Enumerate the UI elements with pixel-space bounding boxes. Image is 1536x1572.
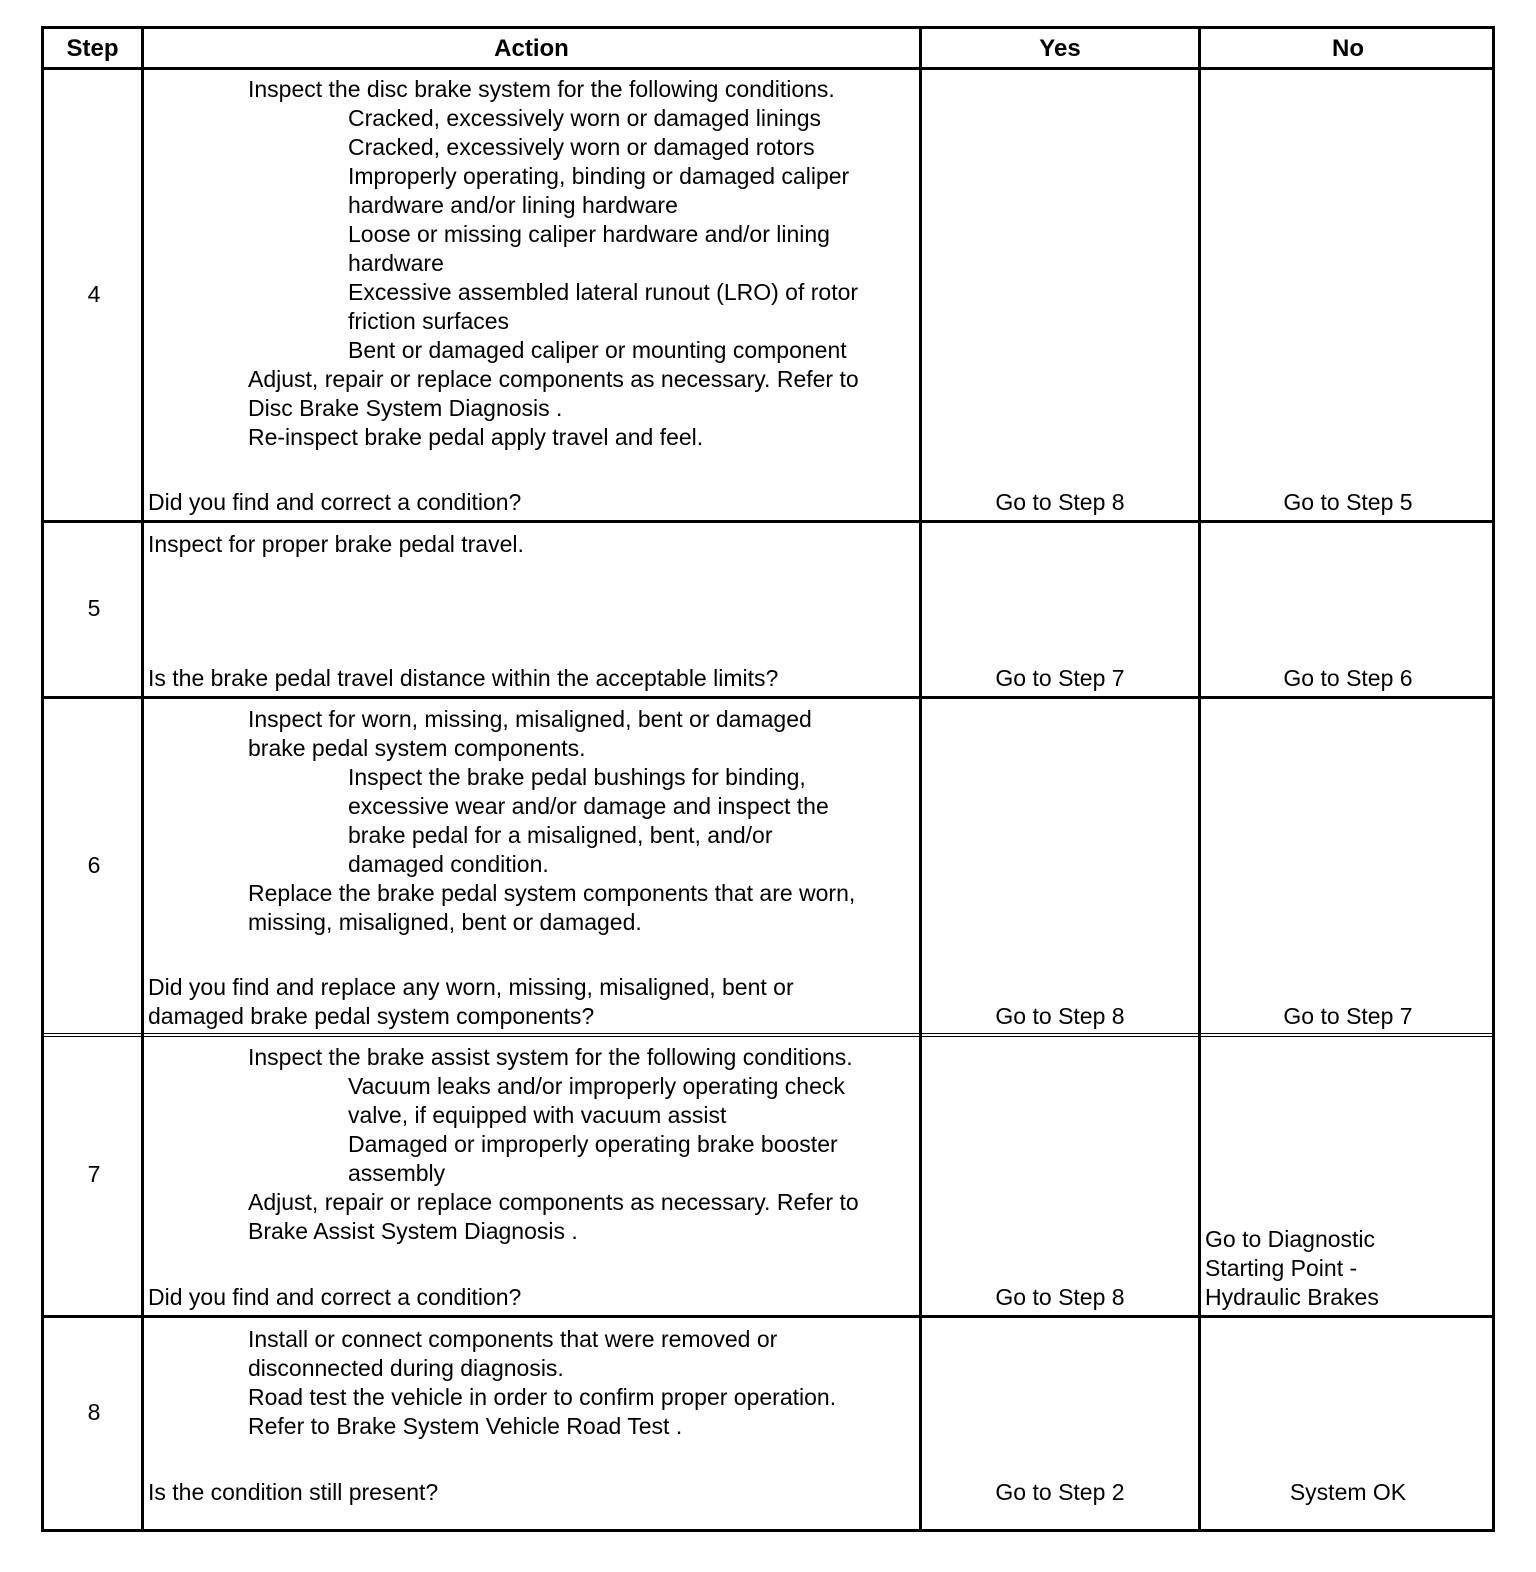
- action-line: Inspect the brake assist system for the following conditions.: [248, 1044, 853, 1070]
- no-result: Go to Step 5: [1283, 489, 1413, 515]
- column-divider: [1198, 29, 1201, 1529]
- question: Is the condition still present?: [148, 1479, 439, 1505]
- yes-result: Go to Step 8: [995, 489, 1125, 515]
- no-result: Hydraulic Brakes: [1205, 1284, 1379, 1310]
- action-line: Loose or missing caliper hardware and/or lining: [348, 221, 830, 247]
- question: Did you find and replace any worn, missing, misaligned, bent or: [148, 974, 794, 1000]
- step-number: 8: [87, 1399, 101, 1425]
- step-number: 4: [87, 281, 101, 307]
- step-number: 6: [87, 852, 101, 878]
- row-divider: [44, 1033, 1492, 1037]
- action-line: Inspect for proper brake pedal travel.: [148, 531, 524, 557]
- action-line: disconnected during diagnosis.: [248, 1355, 564, 1381]
- action-line: friction surfaces: [348, 308, 510, 334]
- action-line: Adjust, repair or replace components as necessary. Refer to: [248, 1189, 859, 1215]
- action-line: assembly: [348, 1160, 446, 1186]
- action-line: brake pedal system components.: [248, 735, 586, 761]
- no-result: Go to Step 7: [1283, 1003, 1413, 1029]
- step-number: 7: [87, 1161, 101, 1187]
- question: Did you find and correct a condition?: [148, 489, 522, 515]
- row-divider: [44, 520, 1492, 523]
- yes-result: Go to Step 7: [995, 665, 1125, 691]
- action-line: Cracked, excessively worn or damaged rotors: [348, 134, 815, 160]
- action-line: Disc Brake System Diagnosis .: [248, 395, 563, 421]
- action-line: Brake Assist System Diagnosis .: [248, 1218, 578, 1244]
- row-divider: [44, 696, 1492, 699]
- no-result: Go to Diagnostic: [1205, 1226, 1376, 1252]
- action-line: Bent or damaged caliper or mounting component: [348, 337, 847, 363]
- action-line: Road test the vehicle in order to confirm proper operation.: [248, 1384, 837, 1410]
- header-no: No: [1332, 35, 1364, 62]
- question: Did you find and correct a condition?: [148, 1284, 522, 1310]
- step-number: 5: [87, 595, 101, 621]
- action-line: missing, misaligned, bent or damaged.: [248, 909, 642, 935]
- action-line: Replace the brake pedal system components that are worn,: [248, 880, 856, 906]
- action-line: Vacuum leaks and/or improperly operating check: [348, 1073, 845, 1099]
- no-result: System OK: [1289, 1479, 1407, 1505]
- action-line: Install or connect components that were removed or: [248, 1326, 778, 1352]
- no-result: Go to Step 6: [1283, 665, 1413, 691]
- header-action: Action: [494, 35, 569, 62]
- header-step: Step: [66, 35, 119, 62]
- question: Is the brake pedal travel distance within the acceptable limits?: [148, 665, 779, 691]
- action-line: Adjust, repair or replace components as necessary. Refer to: [248, 366, 859, 392]
- action-line: hardware: [348, 250, 444, 276]
- action-line: damaged condition.: [348, 851, 549, 877]
- header-yes: Yes: [1039, 35, 1081, 62]
- action-line: excessive wear and/or damage and inspect the: [348, 793, 829, 819]
- action-line: Refer to Brake System Vehicle Road Test .: [248, 1413, 683, 1439]
- action-line: Re-inspect brake pedal apply travel and feel.: [248, 424, 704, 450]
- action-line: brake pedal for a misaligned, bent, and/or: [348, 822, 773, 848]
- column-divider: [141, 29, 144, 1529]
- action-line: valve, if equipped with vacuum assist: [348, 1102, 727, 1128]
- no-result: Starting Point -: [1205, 1255, 1358, 1281]
- yes-result: Go to Step 8: [995, 1003, 1125, 1029]
- action-line: Cracked, excessively worn or damaged linings: [348, 105, 821, 131]
- question: damaged brake pedal system components?: [148, 1003, 595, 1029]
- action-line: Damaged or improperly operating brake booster: [348, 1131, 838, 1157]
- action-line: Inspect the disc brake system for the following conditions.: [248, 76, 835, 102]
- action-line: Inspect for worn, missing, misaligned, bent or damaged: [248, 706, 812, 732]
- action-line: Inspect the brake pedal bushings for binding,: [348, 764, 806, 790]
- action-line: Improperly operating, binding or damaged caliper: [348, 163, 850, 189]
- row-divider: [44, 1315, 1492, 1318]
- action-line: hardware and/or lining hardware: [348, 192, 678, 218]
- action-line: Excessive assembled lateral runout (LRO) of rotor: [348, 279, 859, 305]
- yes-result: Go to Step 2: [995, 1479, 1125, 1505]
- yes-result: Go to Step 8: [995, 1284, 1125, 1310]
- diagnostic-table: [41, 26, 1495, 1532]
